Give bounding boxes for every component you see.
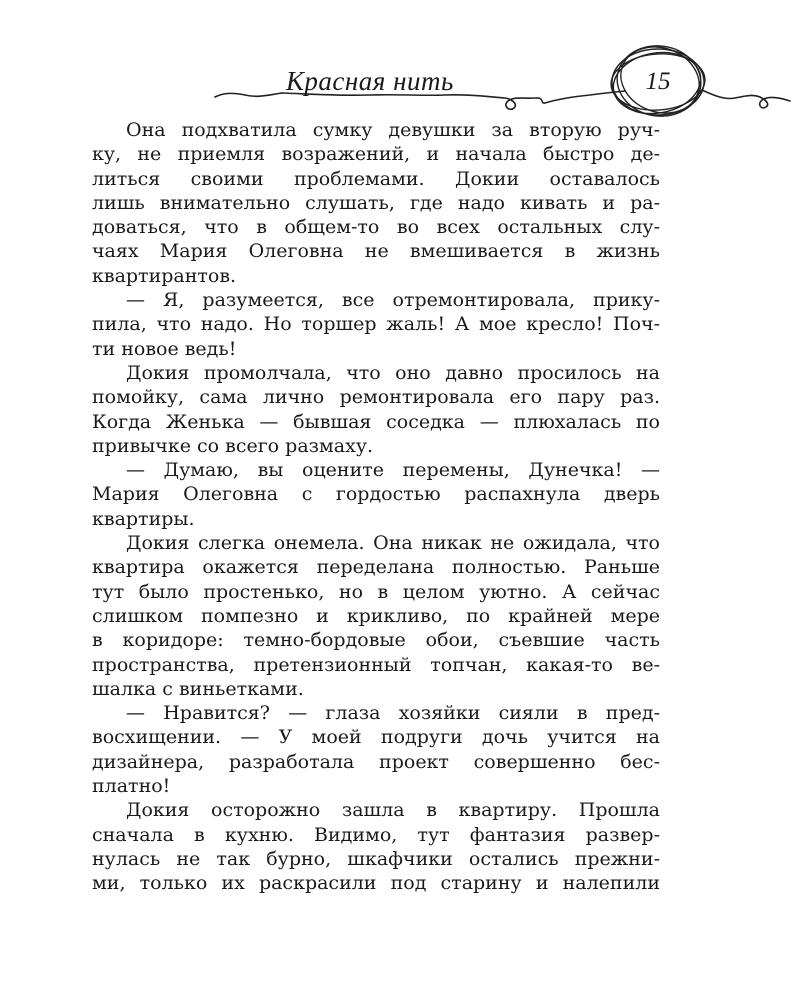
text-line: лишь внимательно слушать, где надо кивать и ра-: [92, 191, 660, 214]
text-line: доваться, что в общем-то во всех остальных слу-: [92, 216, 660, 239]
text-line: сначала в кухню. Видимо, тут фантазия развер-: [92, 823, 660, 846]
text-line: тут было простенько, но в целом уютно. А сейчас: [92, 580, 660, 603]
running-title: Красная нить: [286, 66, 454, 96]
text-line: пила, что надо. Но торшер жаль! А мое кресло! Поч-: [92, 313, 660, 336]
text-line: дизайнера, разработала проект совершенно бес-: [92, 750, 660, 773]
running-header: [0, 0, 800, 120]
page-number: 15: [645, 68, 671, 95]
text-line: слишком помпезно и крикливо, по крайней мере: [92, 604, 660, 627]
text-line: Докия промолчала, что оно давно просилось на: [126, 361, 660, 384]
text-line: привычке со всего размаху.: [92, 434, 374, 457]
text-line: в коридоре: темно-бордовые обои, съевшие часть: [92, 629, 660, 652]
text-line: Докия слегка онемела. Она никак не ожидала, что: [126, 532, 660, 555]
text-line: восхищении. — У моей подруги дочь учится на: [92, 726, 660, 749]
text-line: ми, только их раскрасили под старину и налепили: [92, 872, 660, 895]
text-line: квартиры.: [92, 507, 195, 530]
text-line: ти новое ведь!: [92, 337, 237, 360]
text-line: — Нравится? — глаза хозяйки сияли в пред-: [126, 702, 660, 725]
text-line: Она подхватила сумку девушки за вторую руч-: [126, 119, 660, 141]
thread-ornament-icon: [0, 0, 800, 120]
text-line: квартира окажется переделана полностью. Раньше: [92, 556, 660, 579]
text-line: — Я, разумеется, все отремонтировала, прику-: [126, 289, 660, 312]
body-text: [92, 118, 660, 896]
text-line: квартирантов.: [92, 264, 237, 287]
text-line: литься своими проблемами. Докии оставалось: [92, 167, 660, 190]
text-line: Мария Олеговна с гордостью распахнула дверь: [92, 483, 660, 506]
text-line: ку, не приемля возражений, и начала быстро де-: [92, 143, 660, 166]
text-line: Когда Женька — бывшая соседка — плюхалась по: [92, 410, 660, 433]
text-line: нулась не так бурно, шкафчики остались прежни-: [92, 847, 660, 870]
text-line: платно!: [92, 775, 171, 798]
text-line: шалка с виньетками.: [92, 677, 304, 700]
text-line: помойку, сама лично ремонтировала его пару раз.: [92, 386, 660, 409]
text-line: — Думаю, вы оцените перемены, Дунечка! —: [126, 459, 660, 482]
text-line: Докия осторожно зашла в квартиру. Прошла: [126, 799, 660, 822]
text-line: чаях Мария Олеговна не вмешивается в жизнь: [92, 240, 660, 263]
text-line: пространства, претензионный топчан, какая-то ве-: [92, 653, 660, 676]
